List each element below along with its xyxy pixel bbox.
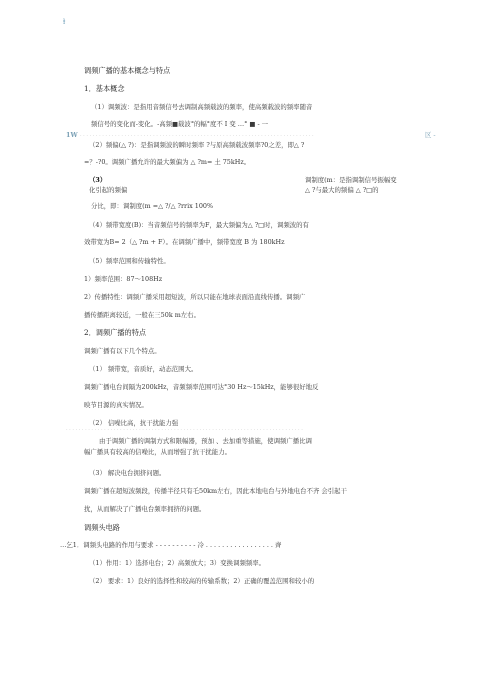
corner-mark: ⱡ bbox=[63, 18, 66, 26]
feature-2-line-b: 幅广播具有较高的信噪比，从而增强了抗干扰能力。 bbox=[84, 448, 231, 456]
feature-2-line-a: 由于调频广播的调制方式和限幅器，预加 、去加重等措施，使调频广播比调 bbox=[99, 437, 312, 445]
p3-line-a-right: 调制度(m：是指调制信号振幅变 bbox=[305, 176, 397, 184]
section-3-function: （1）作用：1）选择电台；2）高频放大；3）变换调频频率。 bbox=[89, 559, 266, 567]
feature-3-heading: （3） 解决电台拥挤问题。 bbox=[89, 469, 166, 477]
margin-dots: . . . . . . . . . . . . . . . . . . . . . . . . . . . . . . . . . . . . . . . . . . . . . . . . . . . . . . . . . . . . . . . . . . . . . . . . . . bbox=[80, 132, 314, 138]
section-1-heading: 1．基本概念 bbox=[84, 84, 125, 93]
feature-1-line-a: 调频广播电台间隔为200kHz，音频频率范围可达°30 Hz～15kHz，能够很好地反 bbox=[84, 383, 319, 391]
feature-1-heading: （1） 频带宽，音质好，动态范围大。 bbox=[89, 365, 198, 373]
p5-heading: （5）频率范围和传输特性。 bbox=[89, 257, 170, 265]
p3-line-b-left: 化引起的频偏 bbox=[89, 186, 128, 194]
p5-item-1: 1）频率范围：87～108Hz bbox=[84, 275, 163, 283]
margin-right-mark: 区 - bbox=[425, 131, 436, 139]
section-3-item-1: …乞1．调频头电路的作用与要求 - - - - - - - - - - 冷 . . . . . . . . . . . . . . . . . 齊 bbox=[60, 541, 282, 549]
p4-line-b: 效带宽为B= 2（△ ?m + F）。在调频广播中，频带宽度 B 为 180kHz bbox=[84, 238, 285, 246]
p3-line-a-left: （3） bbox=[89, 176, 107, 184]
feature-3-line-a: 调频广播在超短波频段，传播半径只有乇50km左右，因此本地电台与外地电台不齐 会引起干 bbox=[84, 487, 347, 495]
p5-item-2-b: 播传播距离较近，一般在三50k m左右。 bbox=[84, 311, 200, 319]
section-3-requirements: （2） 要求：1）良好的选择性和较高的传输系数；2）正确的覆盖范围和较小的 bbox=[89, 577, 315, 585]
p4-line-a: （4）频带宽度(B)：当音频信号的频率为F，最大频偏为△ ?□时，调频波的有 bbox=[89, 221, 309, 229]
section-3-heading: 调频头电路 bbox=[84, 523, 120, 532]
feature-2-dots: . . . . . . . . . . . . . . . . . . . . . . . . . . . . . . . . . . . . . . . . . . . . . . . . . . . . . . . . . . . . . . . . . . . . . . . . . . . bbox=[66, 426, 303, 432]
p3-line-c: 分比，即：调制度(m =△ ?/△ ?rrix 100% bbox=[91, 202, 214, 210]
section-2-heading: 2．调频广播的特点 bbox=[84, 328, 147, 337]
p1-line-b: 频信号的变化而-变化。-高频■载波°的幅°度不 I 变 …° ■ - 一 bbox=[91, 120, 269, 128]
section-2-intro: 调频广播有以下几个特点。 bbox=[84, 347, 161, 355]
p1-line-a: （1）调频波：是指用音频信号去调制高频载波的频率，使高频载波的频率随音 bbox=[91, 103, 313, 111]
p2-line-b: =？-?0。调频广播允许的最大频偏为 △ ?m= 土 75kHz。 bbox=[84, 158, 251, 166]
feature-1-line-b: 映节目源的真实情况。 bbox=[84, 401, 148, 409]
doc-title: 调频广播的基本概念与特点 bbox=[84, 66, 171, 75]
margin-left-mark: 1W bbox=[66, 131, 78, 139]
p5-item-2-a: 2）传播特性：调频广播采用超短波，所以只能在地球表面沿直线传播。调频广 bbox=[84, 293, 306, 301]
p2-line-a: （2）频偏(△ ?)：是指调频波的瞬时频率 ?与原高频载波频率?0之差，即△ ? bbox=[89, 141, 305, 149]
feature-3-line-b: 扰，从而解决了广播电台频率拥挤的问题。 bbox=[84, 505, 206, 513]
p3-line-b-right: △ ?与最大的频偏 △ ?□的 bbox=[305, 186, 379, 194]
feature-2-heading: （2） 信噪比高，抗干扰能力强 bbox=[89, 419, 179, 427]
